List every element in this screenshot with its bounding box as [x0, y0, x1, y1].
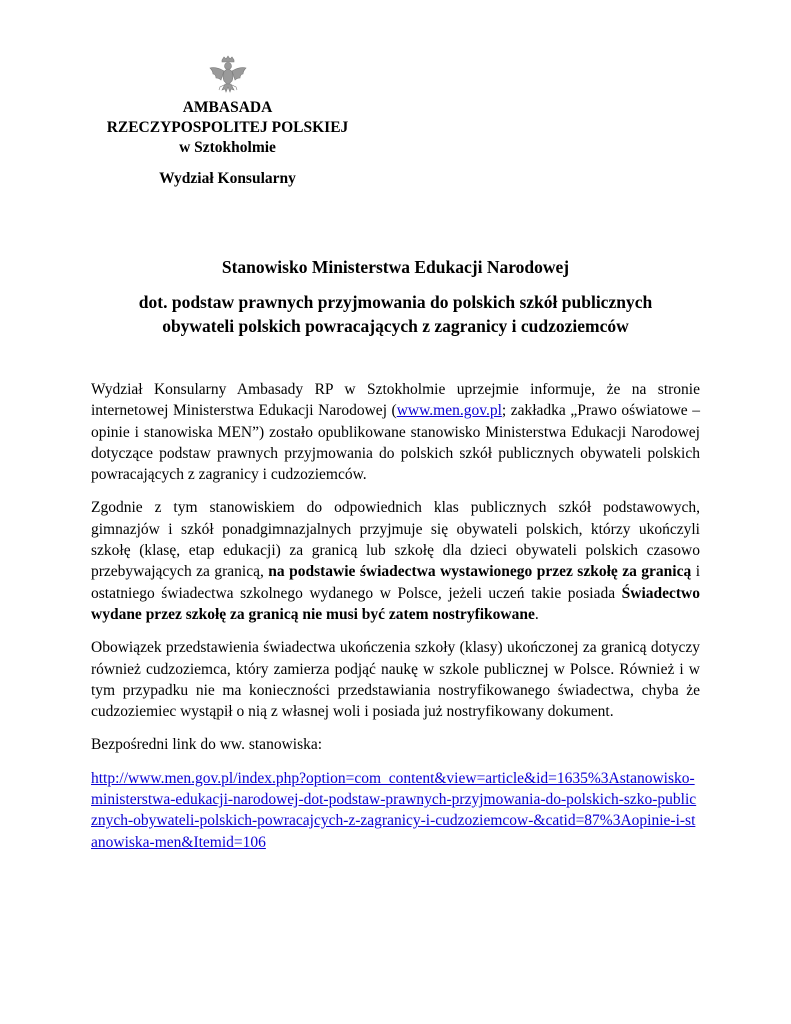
polish-eagle-emblem-icon [207, 54, 249, 96]
document-title: Stanowisko Ministerstwa Edukacji Narodowej [221, 257, 570, 277]
letterhead-line-2: RZECZYPOSPOLITEJ POLSKIEJ [106, 119, 349, 136]
paragraph-position [91, 497, 700, 625]
document-subtitle [0, 290, 791, 338]
paragraph-position-text-2: i ostatniego świadectwa szkolnego wydanego w Polsce, jeżeli uczeń takie posiada [91, 563, 700, 602]
subtitle-line-1: dot. podstaw prawnych przyjmowania do polskich szkół publicznych [138, 292, 653, 312]
paragraph-position-text-1: Zgodnie z tym stanowiskiem do odpowiednich klas publicznych szkół podstawowych, gimnazjów i szkół ponadgimnazjalnych przyjmuje się obywateli polskich, którzy ukończyli szkołę (klasę, etap edukacji) za granicą lub szkołę dla dzieci obywateli polskich czasowo przebywających za granicą, [91, 499, 700, 581]
men-website-link[interactable]: www.men.gov.pl [396, 402, 502, 420]
direct-link-paragraph [91, 768, 700, 853]
letterhead [85, 54, 370, 158]
letterhead-line-3: w Sztokholmie [179, 139, 276, 156]
paragraph-position-bold-1: na podstawie świadectwa wystawionego przez szkołę za granicą [268, 563, 692, 581]
letterhead-line-1: AMBASADA [182, 99, 273, 116]
document-body [91, 379, 700, 865]
paragraph-foreigners: Obowiązek przedstawienia świadectwa ukończenia szkoły (klasy) ukończonej za granicą dotyczy również cudzoziemca, który zamierza podjąć naukę w szkole publicznej w Polsce. Również i w tym przypadku nie ma konieczności przedstawiania nostryfikowanego świadectwa, chyba że cudzoziemiec wystąpił o nią z własnej woli i posiada już nostryfikowany dokument. [91, 639, 700, 721]
paragraph-intro-text-2: ; zakładka „Prawo oświatowe – opinie i stanowiska MEN”) zostało opublikowane stanowisko Ministerstwa Edukacji Narodowej dotyczące podstaw prawnych przyjmowania do polskich szkół publicznych obywateli polskich powracających z zagranicy i cudzoziemców. [91, 402, 700, 484]
department-name: Wydział Konsularny [159, 170, 296, 187]
subtitle-line-2: obywateli polskich powracających z zagranicy i cudzoziemców [162, 316, 629, 336]
direct-link[interactable]: http://www.men.gov.pl/index.php?option=com_content&view=article&id=1635%3Astanowisko-ministerstwa-edukacji-narodowej-dot-podstaw-prawnych-przyjmowania-do-polskich-szko-publicznych-obywateli-polskich-powracajcych-z-zagranicy-i-cudzoziemcow-&catid=87%3Aopinie-i-stanowiska-men&Itemid=106 [91, 769, 697, 851]
paragraph-position-text-3: . [534, 605, 539, 623]
paragraph-intro [91, 379, 700, 485]
paragraph-intro-text-1: Wydział Konsularny Ambasady RP w Sztokholmie uprzejmie informuje, że na stronie internetowej Ministerstwa Edukacji Narodowej ( [91, 381, 700, 420]
link-intro: Bezpośredni link do ww. stanowiska: [91, 736, 323, 754]
paragraph-position-bold-2: Świadectwo wydane przez szkołę za granicą nie musi być zatem nostryfikowane [91, 584, 700, 623]
